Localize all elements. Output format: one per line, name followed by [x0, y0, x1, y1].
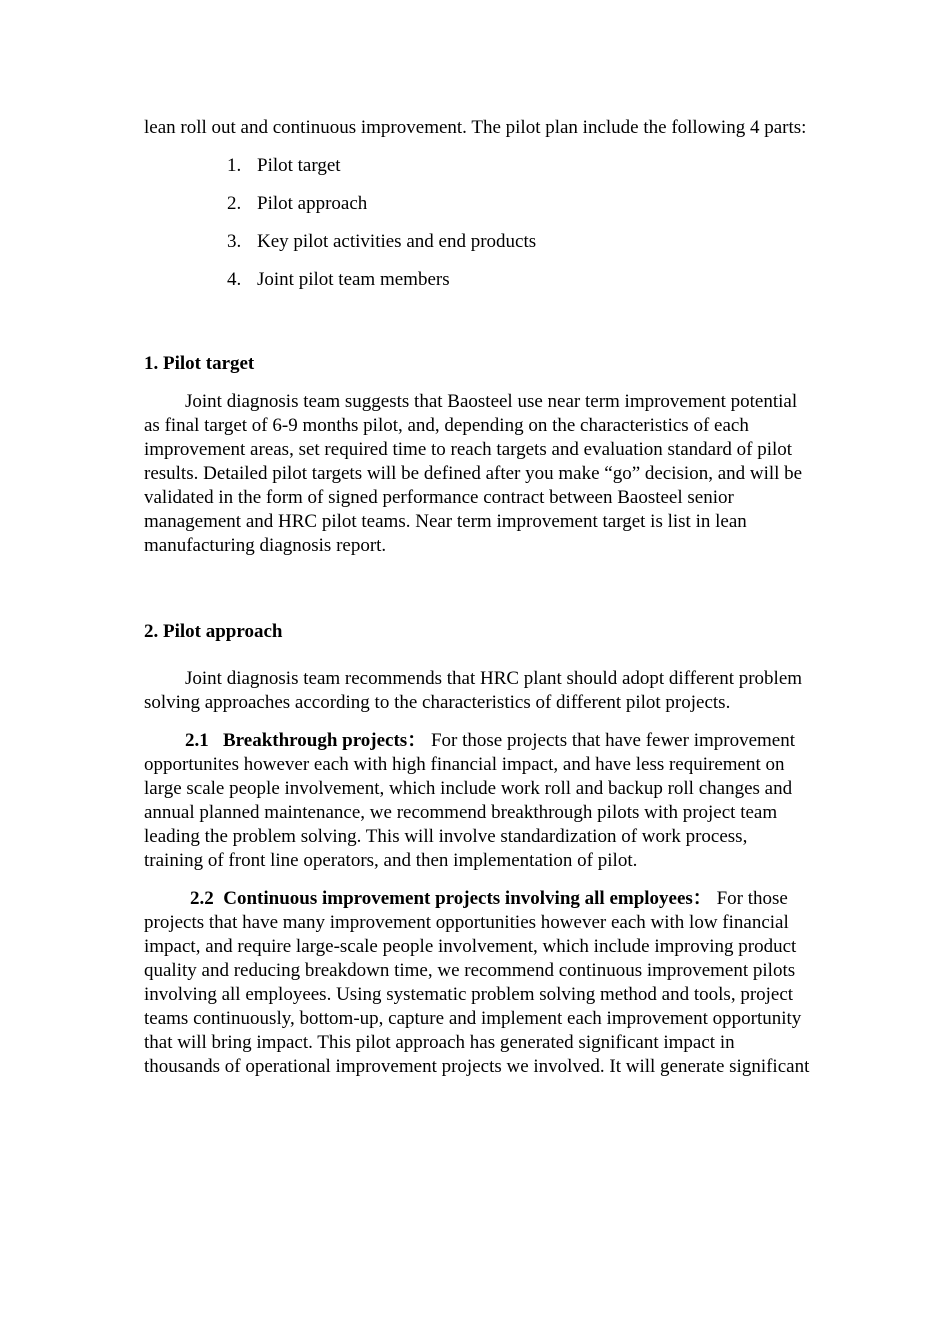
subsection-2-2-label: 2.2 Continuous improvement projects involving all employees： [190, 888, 712, 909]
pilot-parts-list [144, 154, 810, 292]
list-item-number: 1. [227, 155, 242, 176]
section-2-heading: 2. Pilot approach [144, 621, 283, 642]
list-item [144, 230, 810, 254]
list-item-label: Pilot target [257, 155, 341, 176]
section-1-heading: 1. Pilot target [144, 353, 255, 374]
intro-paragraph: lean roll out and continuous improvement. The pilot plan include the following 4 parts: [144, 117, 807, 138]
list-item [144, 154, 810, 178]
subsection-2-1-text: For those projects that have fewer improvement opportunites however each with high financial impact, and have less requirement on large scale people involvement, which include work roll and backup roll changes and annual planned maintenance, we recommend breakthrough pilots with project team leading the problem solving. This will involve standardization of work process, training of front line operators, and then implementation of pilot. [144, 730, 796, 871]
list-item-number: 3. [227, 231, 242, 252]
subsection-2-2-text: For those projects that have many improvement opportunities however each with low financial impact, and require large-scale people involvement, which include improving product quality and reducing breakdown time, we recommend continuous improvement pilots involving all employees. Using systematic problem solving method and tools, project teams continuously, bottom-up, capture and implement each improvement opportunity that will bring impact. This pilot approach has generated significant impact in thousands of operational improvement projects we involved. It will generate significant [144, 888, 810, 1077]
subsection-2-2 [144, 887, 810, 1079]
list-item [144, 192, 810, 216]
list-item [144, 268, 810, 292]
section-1-body: Joint diagnosis team suggests that Baosteel use near term improvement potential as final target of 6-9 months pilot, and, depending on the characteristics of each improvement areas, set required time to reach targets and evaluation standard of pilot results. Detailed pilot targets will be defined after you make “go” decision, and will be validated in the form of signed performance contract between Baosteel senior management and HRC pilot teams. Near term improvement target is list in lean manufacturing diagnosis report. [144, 391, 803, 556]
list-item-label: Key pilot activities and end products [257, 231, 537, 252]
list-item-number: 4. [227, 269, 242, 290]
subsection-2-1 [144, 729, 810, 873]
section-2-body: Joint diagnosis team recommends that HRC plant should adopt different problem solving approaches according to the characteristics of different pilot projects. [144, 668, 803, 713]
list-item-label: Pilot approach [257, 193, 368, 214]
list-item-label: Joint pilot team members [257, 269, 450, 290]
list-item-number: 2. [227, 193, 242, 214]
document-page [144, 116, 810, 1079]
subsection-2-1-label: 2.1 Breakthrough projects： [185, 730, 427, 751]
